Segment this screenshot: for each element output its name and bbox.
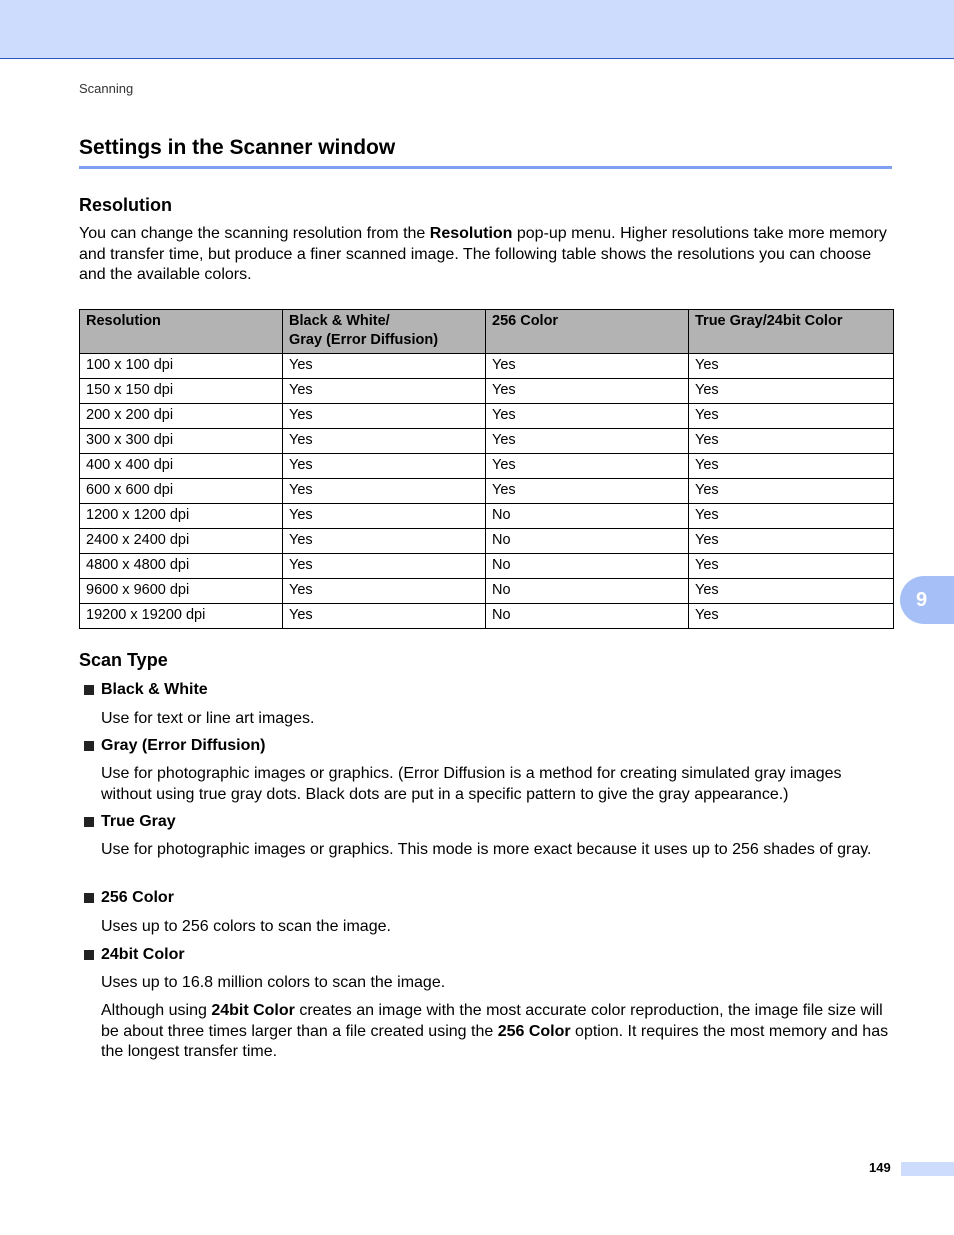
table-row (80, 454, 894, 479)
table-cell: 150 x 150 dpi (80, 379, 283, 404)
table-row (80, 504, 894, 529)
table-cell: No (486, 554, 689, 579)
table-row (80, 404, 894, 429)
table-cell: Yes (689, 354, 894, 379)
table-cell: Yes (689, 404, 894, 429)
table-cell: No (486, 529, 689, 554)
scan-type-item (84, 681, 208, 699)
footer-tab (901, 1162, 954, 1176)
table-cell: Yes (283, 429, 486, 454)
scan-type-label: 24bit Color (101, 946, 185, 963)
table-cell: 1200 x 1200 dpi (80, 504, 283, 529)
col-header-bw-line2: Gray (Error Diffusion) (289, 332, 439, 348)
note-bold-24bit: 24bit Color (211, 1002, 295, 1019)
table-cell: Yes (689, 529, 894, 554)
table-row (80, 529, 894, 554)
intro-bold-resolution: Resolution (429, 225, 513, 242)
col-header-bw-line1: Black & White/ (289, 313, 390, 329)
chapter-tab: 9 (900, 576, 954, 624)
scan-type-label: Gray (Error Diffusion) (101, 737, 266, 754)
table-cell: Yes (689, 454, 894, 479)
scan-type-item (84, 946, 185, 964)
bullet-square-icon (84, 950, 94, 960)
page-title: Settings in the Scanner window (79, 136, 892, 169)
table-row (80, 579, 894, 604)
scan-type-item (84, 813, 176, 831)
scan-type-desc: Uses up to 256 colors to scan the image. (101, 918, 391, 935)
table-cell: Yes (283, 354, 486, 379)
col-header-resolution: Resolution (80, 310, 283, 354)
table-cell: 200 x 200 dpi (80, 404, 283, 429)
table-cell: Yes (689, 579, 894, 604)
header-band (0, 0, 954, 59)
table-cell: Yes (486, 479, 689, 504)
table-row (80, 354, 894, 379)
scan-type-label: Black & White (101, 681, 208, 698)
scan-type-heading: Scan Type (79, 650, 168, 670)
bullet-square-icon (84, 893, 94, 903)
table-cell: Yes (486, 354, 689, 379)
table-cell: Yes (283, 604, 486, 629)
table-cell: 100 x 100 dpi (80, 354, 283, 379)
table-cell: Yes (283, 504, 486, 529)
table-row (80, 554, 894, 579)
table-cell: Yes (486, 404, 689, 429)
table-cell: Yes (486, 429, 689, 454)
table-cell: No (486, 504, 689, 529)
table-row (80, 479, 894, 504)
page-number: 149 (869, 1160, 891, 1175)
bullet-square-icon (84, 685, 94, 695)
table-cell: Yes (283, 579, 486, 604)
bullet-square-icon (84, 817, 94, 827)
table-cell: Yes (283, 454, 486, 479)
table-cell: 4800 x 4800 dpi (80, 554, 283, 579)
note-text-3: option. It requires the most memory and has the longest transfer time. (101, 1022, 889, 1060)
table-cell: 2400 x 2400 dpi (80, 529, 283, 554)
resolution-table (79, 309, 894, 629)
table-cell: Yes (689, 429, 894, 454)
note-bold-256: 256 Color (497, 1022, 571, 1040)
resolution-heading: Resolution (79, 195, 172, 215)
intro-text-2: pop-up menu. Higher resolutions take more memory and transfer time, but produce a finer scanned image. The following table shows the resolutions you can choose and the available colors. (79, 225, 887, 283)
table-row (80, 429, 894, 454)
table-cell: 9600 x 9600 dpi (80, 579, 283, 604)
scan-type-label: 256 Color (101, 889, 174, 906)
table-cell: 19200 x 19200 dpi (80, 604, 283, 629)
scan-type-desc: Use for photographic images or graphics. (Error Diffusion is a method for creating simulated gray images without using true gray dots. Black dots are put in a specific pattern to give the gray appearance.) (101, 765, 842, 803)
24bit-note (101, 1001, 894, 1063)
table-cell: Yes (689, 479, 894, 504)
table-row (80, 379, 894, 404)
scan-type-item (84, 889, 174, 907)
scan-type-label: True Gray (101, 813, 176, 830)
table-cell: Yes (486, 379, 689, 404)
col-header-bw-gray (283, 310, 486, 354)
col-header-256-color: 256 Color (486, 310, 689, 354)
col-header-truegray-24bit: True Gray/24bit Color (689, 310, 894, 354)
table-header-row (80, 310, 894, 354)
intro-text-1: You can change the scanning resolution from the (79, 225, 430, 242)
table-cell: Yes (689, 604, 894, 629)
table-cell: No (486, 579, 689, 604)
table-row (80, 604, 894, 629)
table-cell: 400 x 400 dpi (80, 454, 283, 479)
table-cell: Yes (486, 454, 689, 479)
scan-type-item (84, 737, 265, 755)
scan-type-desc: Use for photographic images or graphics. This mode is more exact because it uses up to 256 shades of gray. (101, 841, 872, 858)
resolution-intro (79, 224, 894, 286)
note-text-2: creates an image with the most accurate color reproduction, the image file size will be about three times larger than a file created using the (101, 1002, 883, 1040)
table-cell: Yes (689, 504, 894, 529)
table-cell: 300 x 300 dpi (80, 429, 283, 454)
scan-type-desc: Use for text or line art images. (101, 710, 315, 727)
running-head: Scanning (79, 81, 134, 96)
table-cell: Yes (283, 379, 486, 404)
bullet-square-icon (84, 741, 94, 751)
table-cell: Yes (283, 529, 486, 554)
scan-type-desc: Uses up to 16.8 million colors to scan the image. (101, 974, 446, 991)
note-text-1: Although using (101, 1002, 212, 1019)
table-cell: Yes (689, 379, 894, 404)
table-cell: Yes (283, 404, 486, 429)
table-cell: Yes (283, 479, 486, 504)
table-cell: No (486, 604, 689, 629)
table-cell: Yes (283, 554, 486, 579)
table-cell: 600 x 600 dpi (80, 479, 283, 504)
table-cell: Yes (689, 554, 894, 579)
